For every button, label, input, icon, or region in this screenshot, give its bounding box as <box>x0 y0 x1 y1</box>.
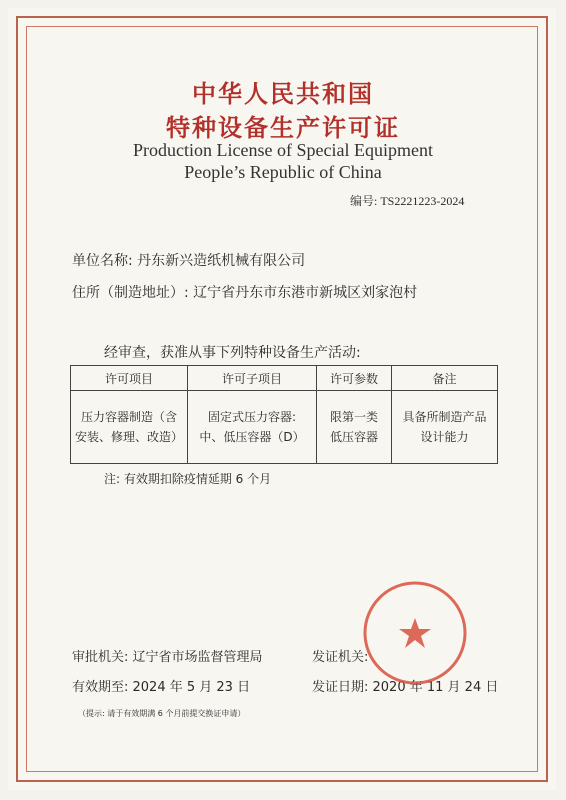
approval-authority: 审批机关: 辽宁省市场监督管理局 <box>72 650 263 665</box>
cell-text: 设计能力 <box>420 430 469 444</box>
valid-until: 有效期至: 2024 年 5 月 23 日 <box>72 680 251 695</box>
title-chinese-line-2: 特种设备生产许可证 <box>166 114 400 142</box>
cell-text: 压力容器制造（含 <box>80 410 177 424</box>
renewal-tip: （提示: 请于有效期满 6 个月前提交换证申请） <box>78 709 246 718</box>
official-seal-icon <box>360 578 470 688</box>
cell-sub-item <box>188 391 317 464</box>
permit-table <box>70 365 498 464</box>
header-parameter: 许可参数 <box>317 366 392 391</box>
cell-text: 固定式压力容器: <box>207 410 297 424</box>
header-sub-item: 许可子项目 <box>188 366 317 391</box>
cell-text: 具备所制造产品 <box>402 410 487 424</box>
cell-parameter <box>317 391 392 464</box>
table-row <box>71 391 498 464</box>
issuing-authority: 发证机关: <box>312 650 369 665</box>
cell-remark <box>392 391 498 464</box>
approval-intro: 经审查，获准从事下列特种设备生产活动: <box>104 345 361 361</box>
address: 住所（制造地址）: 辽宁省丹东市东港市新城区刘家泡村 <box>72 285 418 301</box>
cell-text: 限第一类 <box>329 410 378 424</box>
unit-name: 单位名称: 丹东新兴造纸机械有限公司 <box>72 253 306 269</box>
cell-permit-item <box>71 391 188 464</box>
header-remark: 备注 <box>392 366 498 391</box>
table-header-row <box>71 366 498 391</box>
cell-text: 低压容器 <box>329 430 378 444</box>
license-number: 编号: TS2221223-2024 <box>350 194 465 208</box>
validity-note: 注: 有效期扣除疫情延期 6 个月 <box>104 472 272 486</box>
title-english-line-1: Production License of Special Equipment <box>133 140 433 160</box>
cell-text: 安装、修理、改造） <box>74 430 183 444</box>
title-chinese-line-1: 中华人民共和国 <box>192 80 374 108</box>
issue-date: 发证日期: 2020 年 11 月 24 日 <box>312 680 499 695</box>
title-english-line-2: People’s Republic of China <box>184 162 382 182</box>
header-permit-item: 许可项目 <box>71 366 188 391</box>
cell-text: 中、低压容器（D） <box>199 430 305 444</box>
